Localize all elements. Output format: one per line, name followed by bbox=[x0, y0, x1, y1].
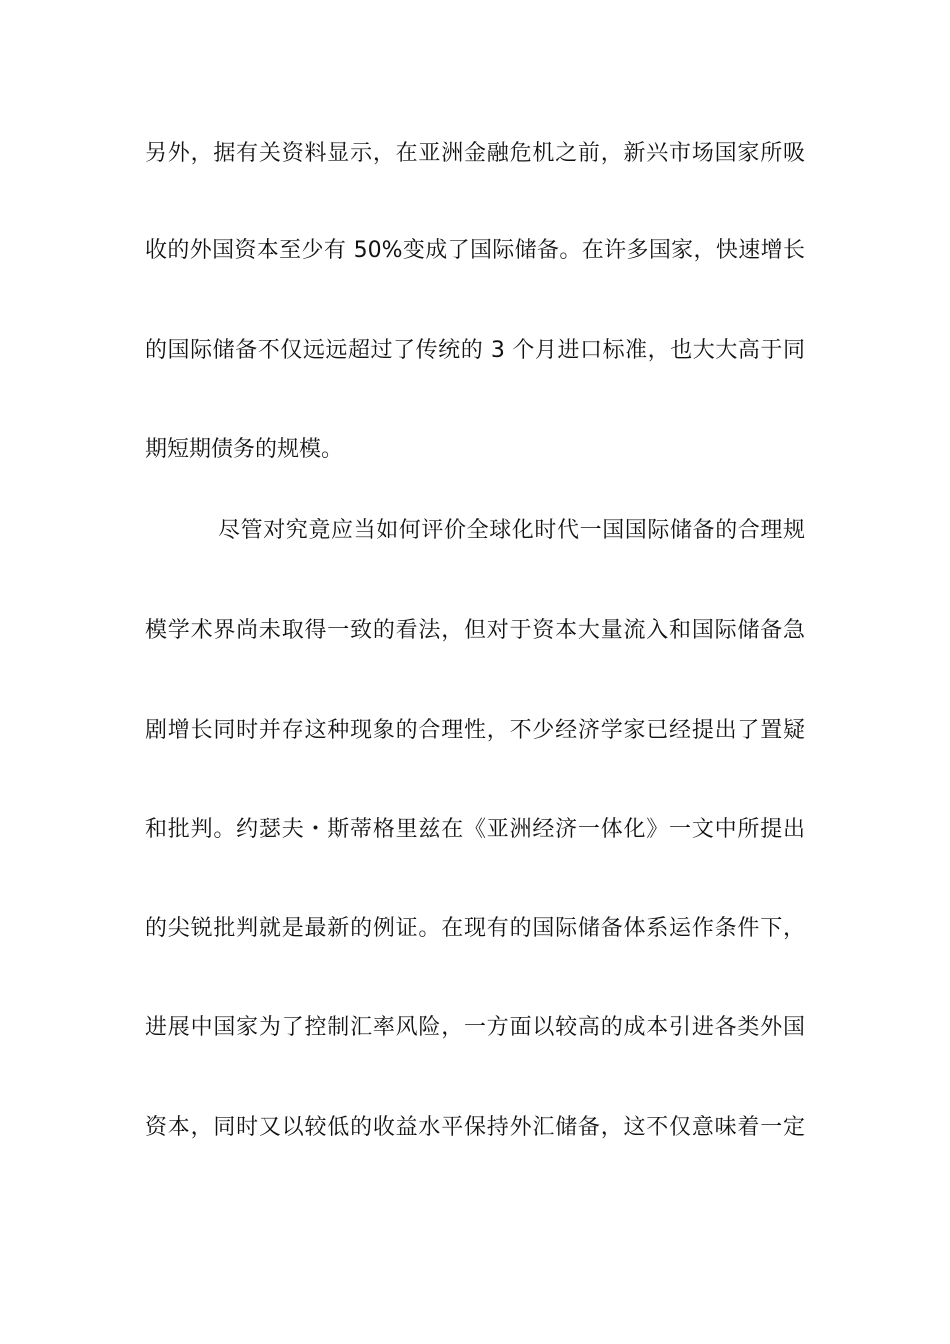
text-line: 另外，据有关资料显示，在亚洲金融危机之前，新兴市场国家所吸 bbox=[145, 141, 805, 166]
text-line: 的国际储备不仅远远超过了传统的 3 个月进口标准，也大大高于同 bbox=[145, 338, 805, 363]
text-line: 剧增长同时并存这种现象的合理性，不少经济学家已经提出了置疑 bbox=[145, 718, 805, 743]
text-line: 收的外国资本至少有 50%变成了国际储备。在许多国家，快速增长 bbox=[145, 238, 805, 263]
text-line: 进展中国家为了控制汇率风险，一方面以较高的成本引进各类外国 bbox=[145, 1015, 805, 1040]
text-line: 尽管对究竟应当如何评价全球化时代一国国际储备的合理规 bbox=[218, 518, 805, 543]
text-line: 和批判。约瑟夫・斯蒂格里兹在《亚洲经济一体化》一文中所提出 bbox=[145, 817, 805, 842]
text-line: 模学术界尚未取得一致的看法，但对于资本大量流入和国际储备急 bbox=[145, 618, 805, 643]
text-line: 期短期债务的规模。 bbox=[145, 437, 344, 462]
text-line: 的尖锐批判就是最新的例证。在现有的国际储备体系运作条件下， bbox=[145, 916, 805, 941]
text-line: 资本，同时又以较低的收益水平保持外汇储备，这不仅意味着一定 bbox=[145, 1115, 805, 1140]
